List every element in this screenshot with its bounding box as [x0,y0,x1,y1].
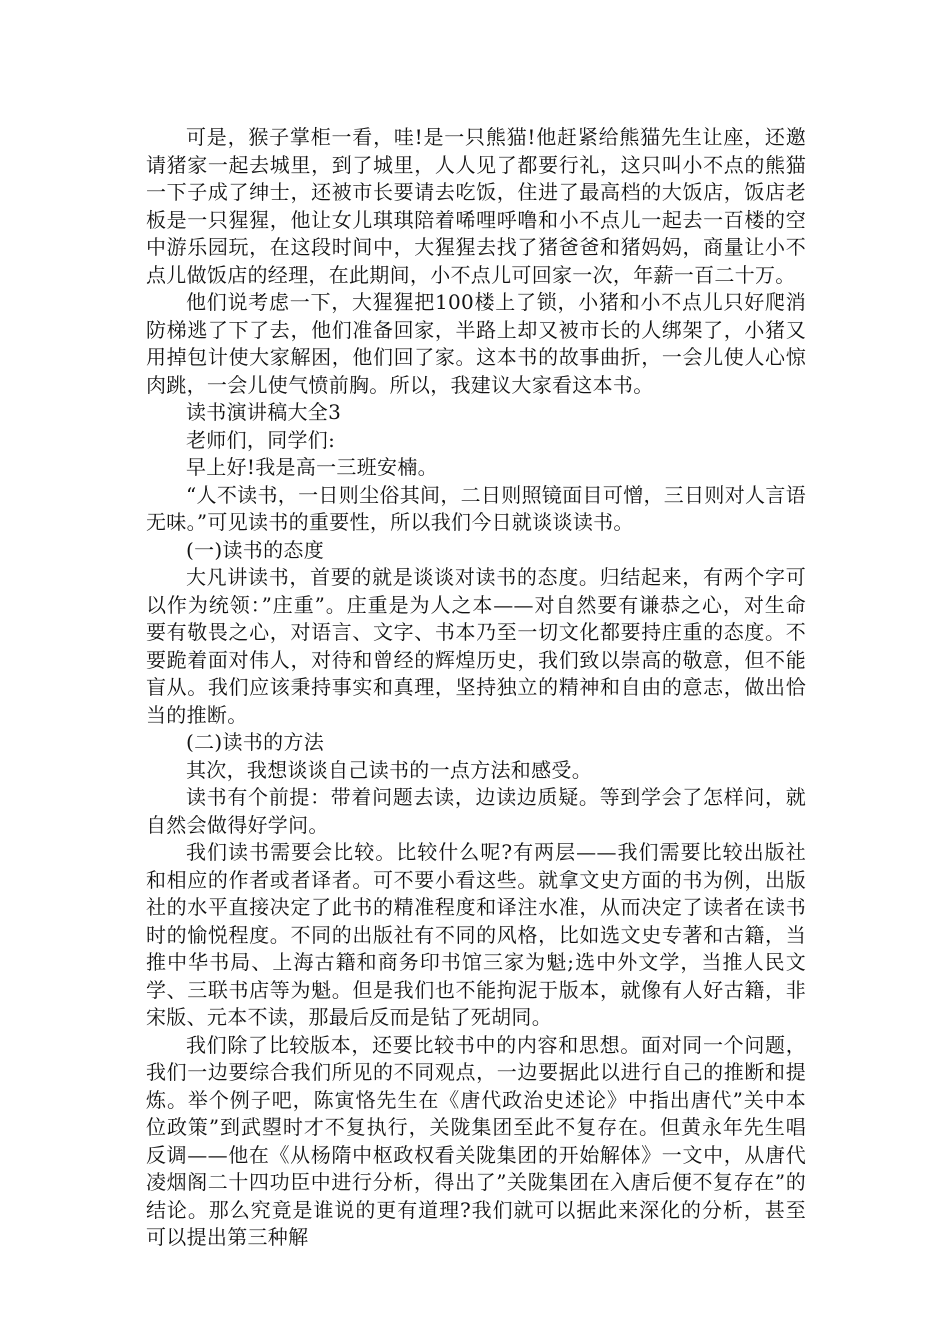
paragraph: 我们读书需要会比较。比较什么呢?有两层——我们需要比较出版社和相应的作者或者译者。可不要小看这些。就拿文史方面的书为例，出版社的水平直接决定了此书的精准程度和译注水准，从而决定了读者在读书时的愉悦程度。不同的出版社有不同的风格，比如选文史专著和古籍，当推中华书局、上海古籍和商务印书馆三家为魁;选中外文学，当推人民文学、三联书店等为魁。但是我们也不能拘泥于版本，就像有人好古籍，非宋版、元本不读，那最后反而是钻了死胡同。 [146,840,806,1029]
subsection-heading: (一)读书的态度 [186,537,325,562]
salutation: 老师们，同学们: [186,427,336,452]
paragraph: 读书有个前提：带着问题去读，边读边质疑。等到学会了怎样问，就自然会做得好学问。 [146,785,806,837]
paragraph: 大凡讲读书，首要的就是谈谈对读书的态度。归结起来，有两个字可以作为统领：”庄重”。庄重是为人之本——对自然要有谦恭之心，对生命要有敬畏之心，对语言、文字、书本乃至一切文化都要持庄重的态度。不要跪着面对伟人，对待和曾经的辉煌历史，我们致以崇高的敬意，但不能盲从。我们应该秉持事实和真理，坚持独立的精神和自由的意志，做出恰当的推断。 [146,565,806,727]
section-heading: 读书演讲稿大全3 [186,400,342,424]
greeting: 早上好!我是高一三班安楠。 [186,455,438,479]
document-body [146,124,806,1252]
paragraph: 我们除了比较版本，还要比较书中的内容和思想。面对同一个问题，我们一边要综合我们所见的不同观点，一边要据此以进行自己的推断和提炼。举个例子吧，陈寅恪先生在《唐代政治史述论》中指出唐代”关中本位政策”到武曌时才不复执行，关陇集团至此不复存在。但黄永年先生唱反调——他在《从杨隋中枢政权看关陇集团的开始解体》一文中，从唐代凌烟阁二十四功臣中进行分析，得出了”关陇集团在入唐后便不复存在”的结论。那么究竟是谁说的更有道理?我们就可以据此来深化的分析，甚至可以提出第三种解 [146,1032,806,1249]
subsection-heading: (二)读书的方法 [186,730,325,754]
paragraph: 他们说考虑一下，大猩猩把100楼上了锁，小猪和小不点儿只好爬消防梯逃了下了去，他们准备回家，半路上却又被市长的人绑架了，小猪又用掉包计使大家解困，他们回了家。这本书的故事曲折，一会儿使人心惊肉跳，一会儿使气愤前胸。所以，我建议大家看这本书。 [146,290,806,397]
paragraph: 可是，猴子掌柜一看，哇!是一只熊猫!他赶紧给熊猫先生让座，还邀请猪家一起去城里，到了城里，人人见了都要行礼，这只叫小不点的熊猫一下子成了绅士，还被市长要请去吃饭，住进了最高档的大饭店，饭店老板是一只猩猩，他让女儿琪琪陪着唏哩呼噜和小不点儿一起去一百楼的空中游乐园玩，在这段时间中，大猩猩去找了猪爸爸和猪妈妈，商量让小不点儿做饭店的经理，在此期间，小不点儿可回家一次，年薪一百二十万。 [146,125,806,287]
paragraph: 其次，我想谈谈自己读书的一点方法和感受。 [186,757,592,782]
paragraph: “人不读书，一日则尘俗其间，二日则照镜面目可憎，三日则对人言语无味。”可见读书的重要性，所以我们今日就谈谈读书。 [146,482,806,534]
